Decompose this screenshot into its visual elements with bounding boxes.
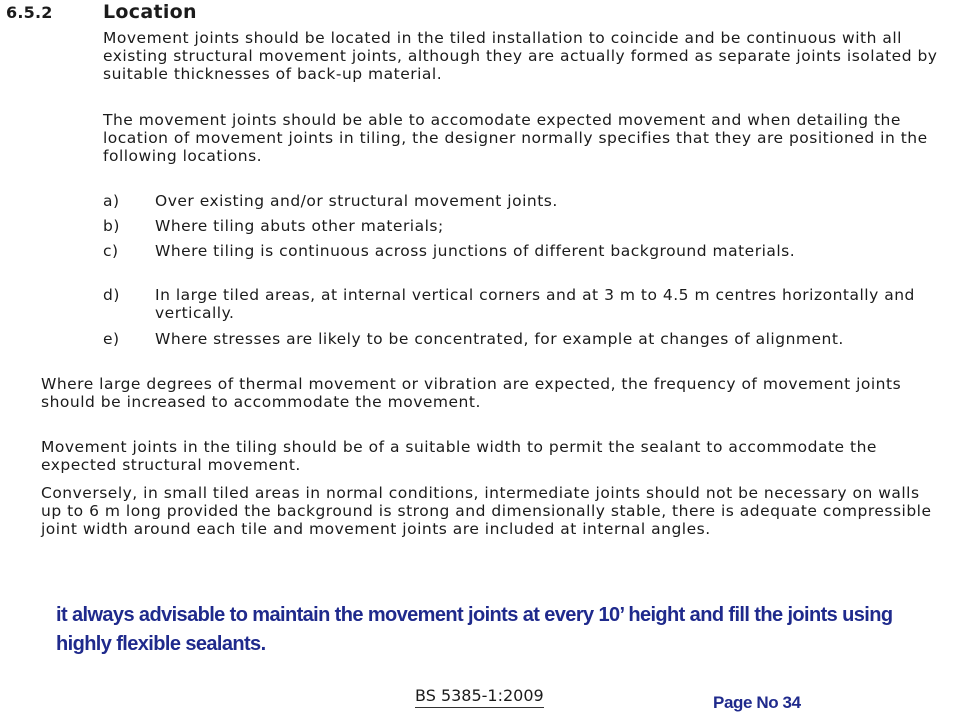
standard-reference: BS 5385-1:2009: [415, 686, 544, 708]
list-text: In large tiled areas, at internal vertical corners and at 3 m to 4.5 m centres horizontally and vertically.: [155, 286, 915, 322]
list-marker: b): [103, 217, 120, 235]
list-text: Where tiling abuts other materials;: [155, 217, 444, 235]
section-number: 6.5.2: [6, 3, 53, 22]
list-marker: d): [103, 286, 120, 304]
list-text: Where stresses are likely to be concentrated, for example at changes of alignment.: [155, 330, 844, 348]
list-marker: a): [103, 192, 120, 210]
paragraph-location: Movement joints should be located in the tiled installation to coincide and be continuous with all existing structural movement joints, although they are actually formed as separate joints isolated by suitable thicknesses of back-up material.: [103, 29, 938, 83]
paragraph-accommodate: The movement joints should be able to accomodate expected movement and when detailing the location of movement joints in tiling, the designer normally specifies that they are positioned in the following locations.: [103, 111, 928, 165]
page-number: Page No 34: [713, 693, 801, 712]
list-marker: e): [103, 330, 120, 348]
list-marker: c): [103, 242, 119, 260]
paragraph-thermal-movement: Where large degrees of thermal movement or vibration are expected, the frequency of movement joints should be increased to accommodate the movement.: [41, 375, 902, 411]
paragraph-small-areas: Conversely, in small tiled areas in normal conditions, intermediate joints should not be necessary on walls up to 6 m long provided the background is strong and dimensionally stable, there is adequate compressible joint width around each tile and movement joints are included at internal angles.: [41, 484, 932, 538]
paragraph-joint-width: Movement joints in the tiling should be of a suitable width to permit the sealant to accommodate the expected structural movement.: [41, 438, 877, 474]
section-title: Location: [103, 1, 197, 23]
advisory-note: it always advisable to maintain the movement joints at every 10’ height and fill the joints using highly flexible sealants.: [56, 604, 893, 655]
list-text: Where tiling is continuous across junctions of different background materials.: [155, 242, 796, 260]
list-text: Over existing and/or structural movement joints.: [155, 192, 558, 210]
